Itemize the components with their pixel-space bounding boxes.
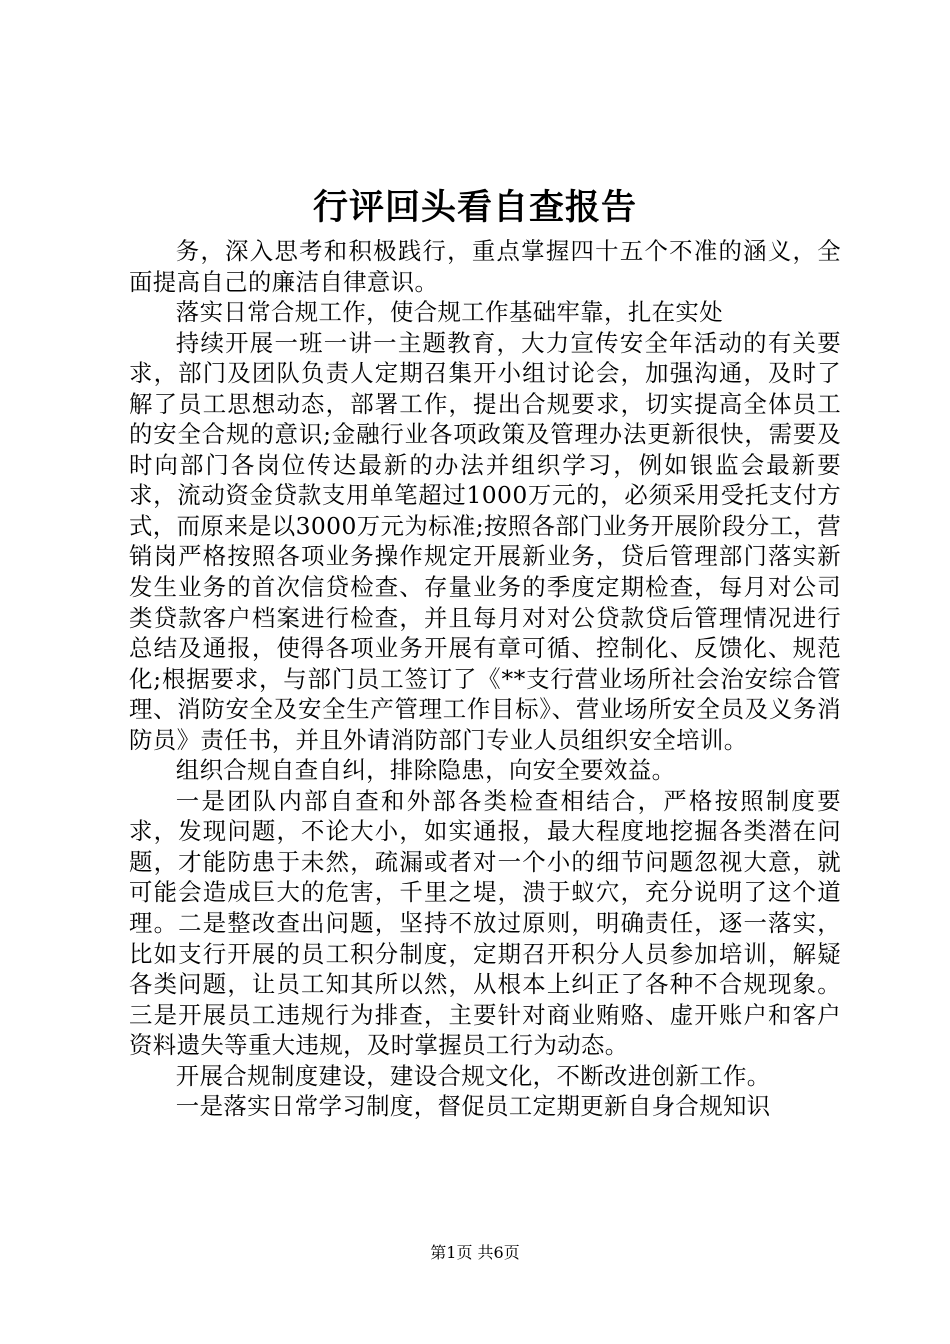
paragraph: 开展合规制度建设，建设合规文化，不断改进创新工作。 (175, 1061, 771, 1090)
paragraph: 务，深入思考和积极践行，重点掌握四十五个不准的涵义，全面提高自己的廉洁自律意识。 (129, 237, 841, 296)
page-footer: 第1页 共6页 (430, 1243, 520, 1262)
document-title: 行评回头看自查报告 (312, 187, 637, 228)
paragraph: 持续开展一班一讲一主题教育，大力宣传安全年活动的有关要求，部门及团队负责人定期召集开小组讨论会，加强沟通，及时了解了员工思想动态，部署工作，提出合规要求，切实提高全体员工的安全合规的意识;金融行业各项政策及管理办法更新很快，需要及时向部门各岗位传达最新的办法并组织学习，例如银监会最新要求，流动资金贷款支用单笔超过1000万元的，必须采用受托支付方式，而原来是以3000万元为标准;按照各部门业务开展阶段分工，营销岗严格按照各项业务操作规定开展新业务，贷后管理部门落实新发生业务的首次信贷检查、存量业务的季度定期检查，每月对公司类贷款客户档案进行检查，并且每月对对公贷款贷后管理情况进行总结及通报，使得各项业务开展有章可循、控制化、反馈化、规范化;根据要求，与部门员工签订了《**支行营业场所社会治安综合管理、消防安全及安全生产管理工作目标》、营业场所安全员及义务消防员》责任书，并且外请消防部门专业人员组织安全培训。 (129, 328, 841, 754)
paragraph: 组织合规自查自纠，排除隐患，向安全要效益。 (175, 756, 676, 785)
paragraph: 一是团队内部自查和外部各类检查相结合，严格按照制度要求，发现问题，不论大小，如实通报，最大程度地挖掘各类潜在问题，才能防患于未然，疏漏或者对一个小的细节问题忽视大意，就可能会造成巨大的危害，千里之堤，溃于蚁穴，充分说明了这个道理。二是整改查出问题，坚持不放过原则，明确责任，逐一落实，比如支行开展的员工积分制度，定期召开积分人员参加培训，解疑各类问题，让员工知其所以然，从根本上纠正了各种不合规现象。三是开展员工违规行为排查，主要针对商业贿赂、虚开账户和客户资料遗失等重大违规，及时掌握员工行为动态。 (129, 786, 841, 1060)
paragraph: 落实日常合规工作，使合规工作基础牢靠，扎在实处 (175, 298, 723, 327)
document-body (129, 236, 841, 1122)
paragraph: 一是落实日常学习制度，督促员工定期更新自身合规知识 (175, 1092, 771, 1121)
